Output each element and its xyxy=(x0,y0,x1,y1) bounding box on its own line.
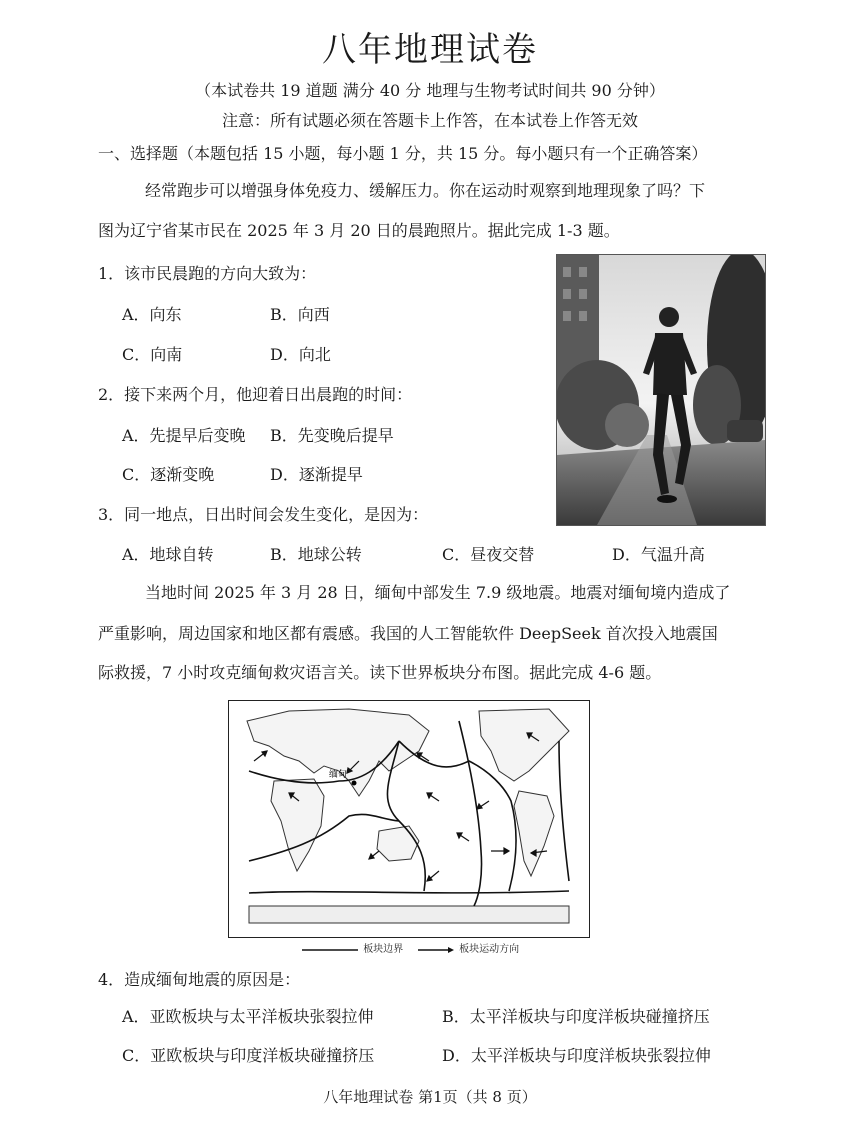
motion-arrow-icon xyxy=(416,945,456,955)
myanmar-marker xyxy=(352,781,357,786)
question-4-option-a: A．亚欧板块与太平洋板块张裂拉伸 xyxy=(122,1007,374,1026)
australia-landmass xyxy=(377,826,419,861)
question-1-stem: 1．该市民晨跑的方向大致为： xyxy=(98,264,317,283)
plate-boundary-americas xyxy=(559,741,569,881)
south-america-landmass xyxy=(514,791,554,876)
passage-1-line-1: 经常跑步可以增强身体免疫力、缓解压力。你在运动时观察到地理现象了吗？下 xyxy=(145,181,706,200)
question-3-option-c: C．昼夜交替 xyxy=(442,545,535,564)
section-heading: 一、选择题（本题包括 15 小题，每小题 1 分，共 15 分。每小题只有一个正确答案） xyxy=(98,144,708,163)
legend-boundary-label: 板块边界 xyxy=(363,944,404,955)
passage-2-line-3: 际救援，7 小时攻克缅甸救灾语言关。读下世界板块分布图。据此完成 4-6 题。 xyxy=(98,663,662,682)
question-4-option-d: D．太平洋板块与印度洋板块张裂拉伸 xyxy=(442,1046,711,1065)
plate-boundary-antarctic xyxy=(249,891,569,893)
plate-boundary-indian xyxy=(249,814,399,861)
question-3-option-b: B．地球公转 xyxy=(270,545,362,564)
africa-landmass xyxy=(271,779,324,871)
question-4-stem: 4．造成缅甸地震的原因是： xyxy=(98,970,301,989)
plate-boundary-atlantic xyxy=(459,721,482,906)
question-2-stem: 2．接下来两个月，他迎着日出晨跑的时间： xyxy=(98,385,413,404)
question-1-option-c: C．向南 xyxy=(122,345,183,364)
question-1-option-a: A．向东 xyxy=(122,305,182,324)
question-2-option-d: D．逐渐提早 xyxy=(270,465,363,484)
map-legend xyxy=(300,940,519,955)
question-1-option-d: D．向北 xyxy=(270,345,331,364)
north-america-landmass xyxy=(479,709,569,781)
myanmar-label: 缅甸 xyxy=(329,770,348,780)
passage-2-line-1: 当地时间 2025 年 3 月 28 日，缅甸中部发生 7.9 级地震。地震对缅甸境内造成了 xyxy=(145,583,731,602)
question-1-option-b: B．向西 xyxy=(270,305,330,324)
exam-notice: 注意：所有试题必须在答题卡上作答，在本试卷上作答无效 xyxy=(221,111,638,130)
boundary-line-icon xyxy=(300,945,360,955)
question-2-option-a: A．先提早后变晚 xyxy=(122,426,246,445)
exam-subtitle: （本试卷共 19 道题 满分 40 分 地理与生物考试时间共 90 分钟） xyxy=(195,81,665,100)
plate-boundary-pacific-west xyxy=(387,741,425,891)
question-2-option-b: B．先变晚后提早 xyxy=(270,426,394,445)
passage-2-line-2: 严重影响，周边国家和地区都有震感。我国的人工智能软件 DeepSeek 首次投入地震国 xyxy=(98,624,718,643)
question-4-option-b: B．太平洋板块与印度洋板块碰撞挤压 xyxy=(442,1007,710,1026)
question-3-option-d: D．气温升高 xyxy=(612,545,705,564)
question-3-stem: 3．同一地点，日出时间会发生变化，是因为： xyxy=(98,505,429,524)
exam-title: 八年地理试卷 xyxy=(322,30,538,70)
page-footer: 八年地理试卷 第1页（共 8 页） xyxy=(323,1088,537,1106)
world-plate-map xyxy=(228,700,590,938)
morning-run-photo xyxy=(556,254,766,526)
passage-1-line-2: 图为辽宁省某市民在 2025 年 3 月 20 日的晨跑照片。据此完成 1-3 题。 xyxy=(98,221,620,240)
antarctica-landmass xyxy=(249,906,569,923)
question-4-option-c: C．亚欧板块与印度洋板块碰撞挤压 xyxy=(122,1046,375,1065)
legend-motion-label: 板块运动方向 xyxy=(459,944,520,955)
question-3-option-a: A．地球自转 xyxy=(122,545,214,564)
question-2-option-c: C．逐渐变晚 xyxy=(122,465,215,484)
